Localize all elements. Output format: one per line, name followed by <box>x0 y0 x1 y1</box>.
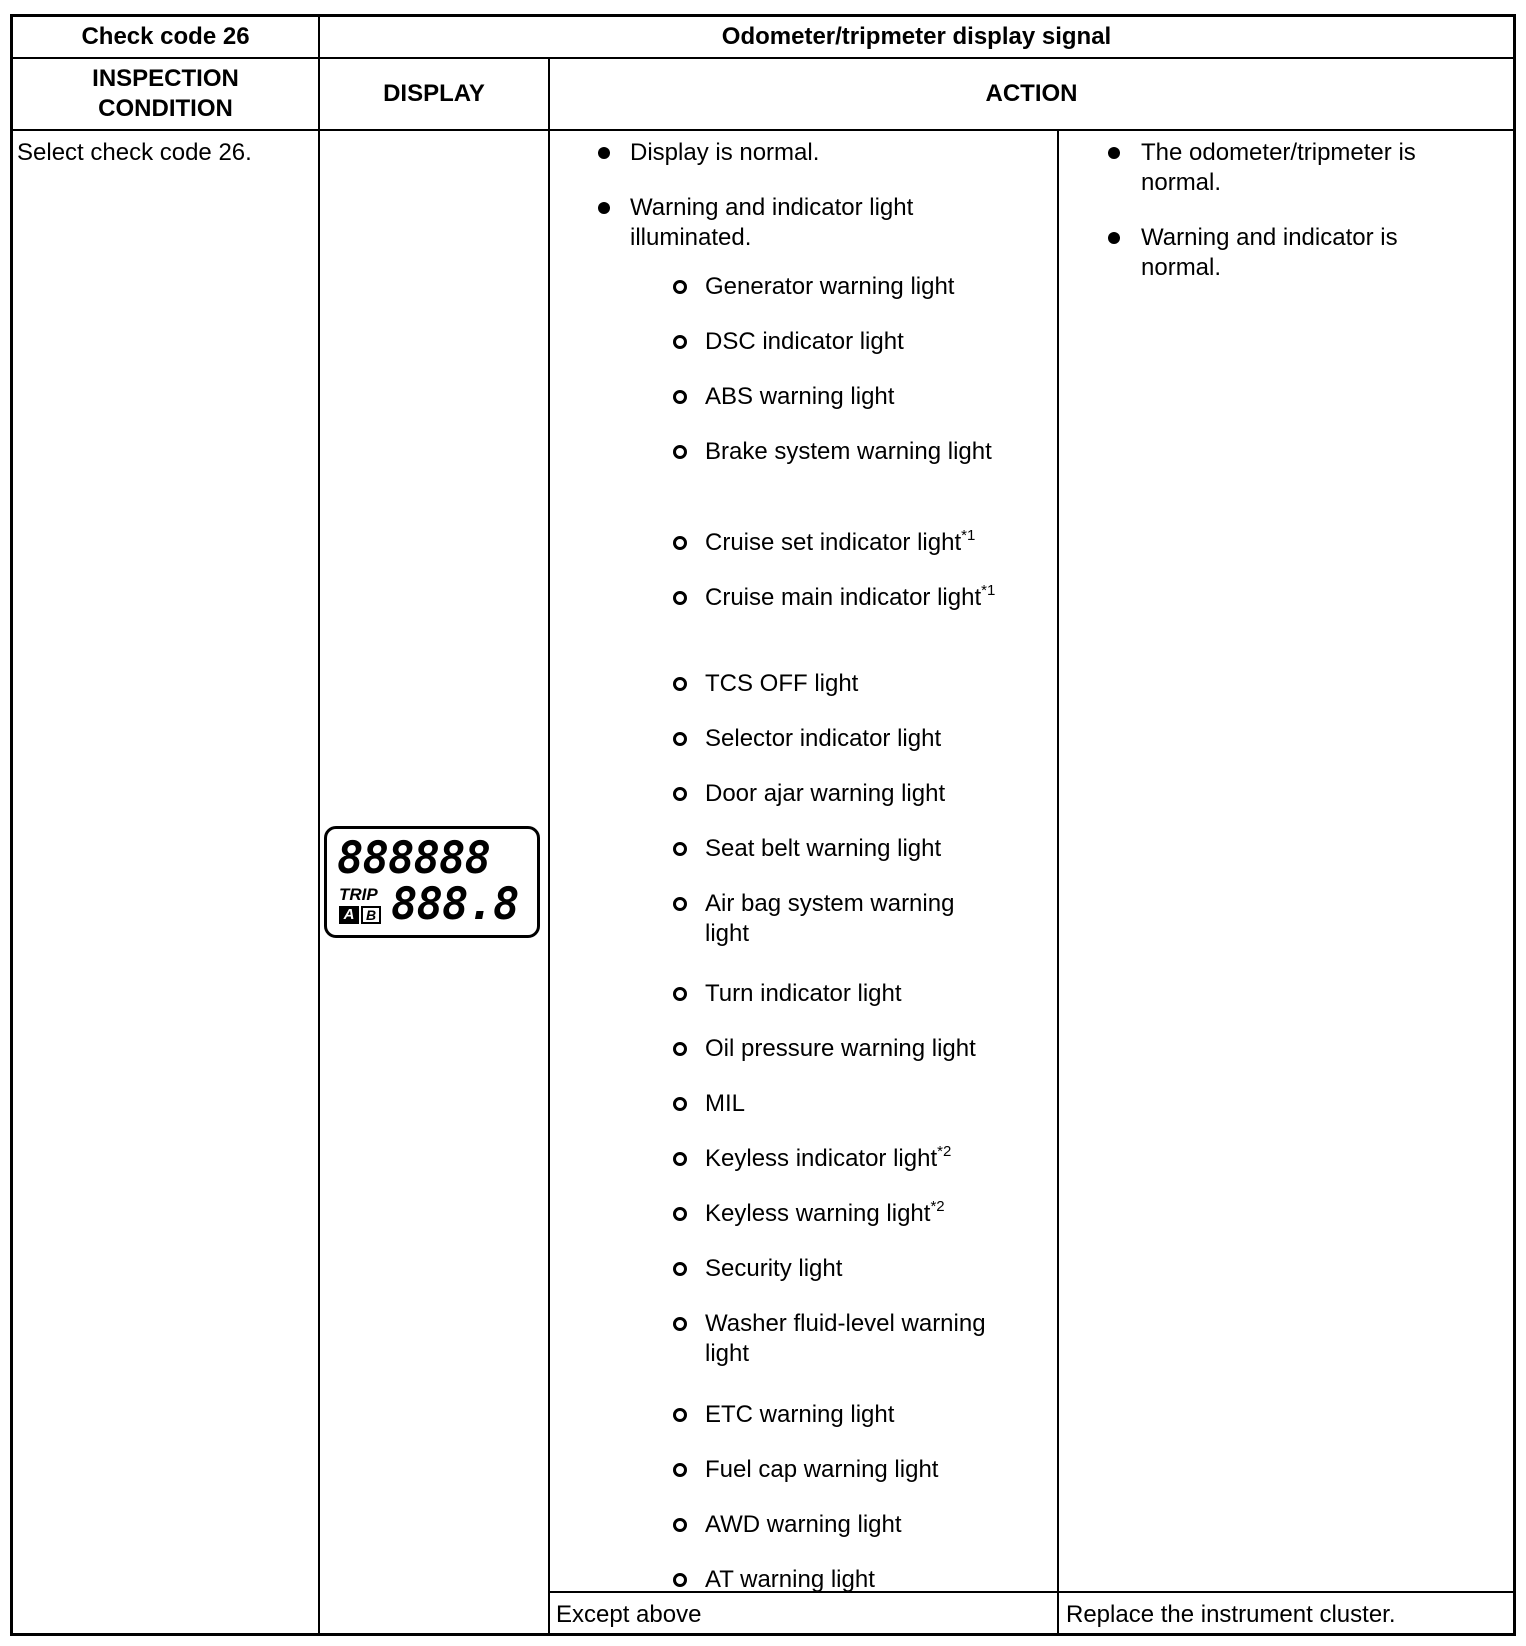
inspection-condition-text: Select check code 26. <box>17 139 252 166</box>
row-divider-except <box>548 1591 1514 1593</box>
trip-b-badge: B <box>361 906 381 924</box>
footnote-marker: *2 <box>930 1198 945 1215</box>
light-name: Washer fluid-level warning light <box>705 1310 986 1367</box>
light-name: Security light <box>705 1255 843 1282</box>
ring-bullet-icon <box>673 1042 687 1056</box>
light-name: MIL <box>705 1090 746 1117</box>
trip-a-badge: A <box>339 906 359 924</box>
inspection-condition-header: INSPECTION CONDITION <box>92 65 239 122</box>
light-list-item <box>705 889 1005 949</box>
light-list-item <box>705 1565 1005 1595</box>
ring-bullet-icon <box>673 1207 687 1221</box>
footnote-marker: *2 <box>937 1143 952 1160</box>
light-name: Keyless warning light <box>705 1200 931 1227</box>
signal-title: Odometer/tripmeter display signal <box>721 23 1112 50</box>
condition-lights-illuminated: Warning and indicator light illuminated. <box>630 194 914 251</box>
light-name: Oil pressure warning light <box>705 1035 976 1062</box>
light-name: Seat belt warning light <box>705 835 942 862</box>
action-header: ACTION <box>985 80 1078 107</box>
col-divider-3 <box>1057 130 1059 1634</box>
light-name: Brake system warning light <box>705 438 992 465</box>
light-list-item <box>705 724 1005 754</box>
light-list-item <box>705 779 1005 809</box>
except-above-text: Except above <box>556 1601 702 1628</box>
ring-bullet-icon <box>673 1518 687 1532</box>
light-list-item <box>705 669 1005 699</box>
light-list-item <box>705 1455 1005 1485</box>
footnote-marker: *1 <box>961 527 976 544</box>
ring-bullet-icon <box>673 1408 687 1422</box>
light-list-item <box>705 1400 1005 1430</box>
light-list-item <box>705 583 1005 613</box>
ring-bullet-icon <box>673 1262 687 1276</box>
condition-display-normal: Display is normal. <box>630 139 820 166</box>
light-name: AWD warning light <box>705 1511 902 1538</box>
bullet-dot <box>1108 232 1120 244</box>
replace-cluster-text: Replace the instrument cluster. <box>1066 1601 1396 1628</box>
light-list-item <box>705 834 1005 864</box>
bullet-dot <box>598 202 610 214</box>
light-list-item <box>705 528 1005 558</box>
ring-bullet-icon <box>673 987 687 1001</box>
odometer-digits: 888888 <box>337 833 490 884</box>
light-name: Fuel cap warning light <box>705 1456 939 1483</box>
odometer-lcd-display <box>324 826 540 938</box>
ring-bullet-icon <box>673 1097 687 1111</box>
light-name: TCS OFF light <box>705 670 859 697</box>
ring-bullet-icon <box>673 897 687 911</box>
bullet-dot <box>598 147 610 159</box>
light-list-item <box>705 1034 1005 1064</box>
ring-bullet-icon <box>673 1573 687 1587</box>
light-name: DSC indicator light <box>705 328 904 355</box>
footnote-marker: *1 <box>981 582 996 599</box>
col-divider-2 <box>548 58 550 1634</box>
ring-bullet-icon <box>673 390 687 404</box>
light-name: ETC warning light <box>705 1401 895 1428</box>
ring-bullet-icon <box>673 445 687 459</box>
result-warning-normal: Warning and indicator is normal. <box>1141 224 1398 281</box>
light-list-item <box>705 327 1005 357</box>
light-name: Turn indicator light <box>705 980 902 1007</box>
light-list-item <box>705 1254 1005 1284</box>
ring-bullet-icon <box>673 787 687 801</box>
ring-bullet-icon <box>673 677 687 691</box>
light-name: Selector indicator light <box>705 725 942 752</box>
trip-label: TRIP <box>339 885 378 904</box>
light-list-item <box>705 1144 1005 1174</box>
light-name: Generator warning light <box>705 273 955 300</box>
ring-bullet-icon <box>673 842 687 856</box>
light-name: ABS warning light <box>705 383 895 410</box>
ring-bullet-icon <box>673 280 687 294</box>
ring-bullet-icon <box>673 1463 687 1477</box>
light-list-item <box>705 272 1005 302</box>
light-list-item <box>705 1199 1005 1229</box>
light-list-item <box>705 382 1005 412</box>
light-name: Cruise main indicator light <box>705 584 982 611</box>
light-list-item <box>705 1309 1005 1369</box>
light-list-item <box>705 1510 1005 1540</box>
light-list-item <box>705 437 1005 467</box>
light-name: AT warning light <box>705 1566 875 1593</box>
light-name: Cruise set indicator light <box>705 529 962 556</box>
display-header: DISPLAY <box>383 80 485 107</box>
ring-bullet-icon <box>673 591 687 605</box>
col-divider-1 <box>318 16 320 1634</box>
ring-bullet-icon <box>673 536 687 550</box>
ring-bullet-icon <box>673 1152 687 1166</box>
trip-digits: 888.8 <box>391 879 519 930</box>
result-odometer-normal: The odometer/tripmeter is normal. <box>1141 139 1416 196</box>
light-list-item <box>705 1089 1005 1119</box>
bullet-dot <box>1108 147 1120 159</box>
light-name: Keyless indicator light <box>705 1145 938 1172</box>
ring-bullet-icon <box>673 335 687 349</box>
light-name: Door ajar warning light <box>705 780 946 807</box>
light-name: Air bag system warning light <box>705 890 955 947</box>
check-code-label: Check code 26 <box>81 23 250 50</box>
light-list-item <box>705 979 1005 1009</box>
ring-bullet-icon <box>673 732 687 746</box>
row-divider-columns <box>12 129 1514 131</box>
ring-bullet-icon <box>673 1317 687 1331</box>
